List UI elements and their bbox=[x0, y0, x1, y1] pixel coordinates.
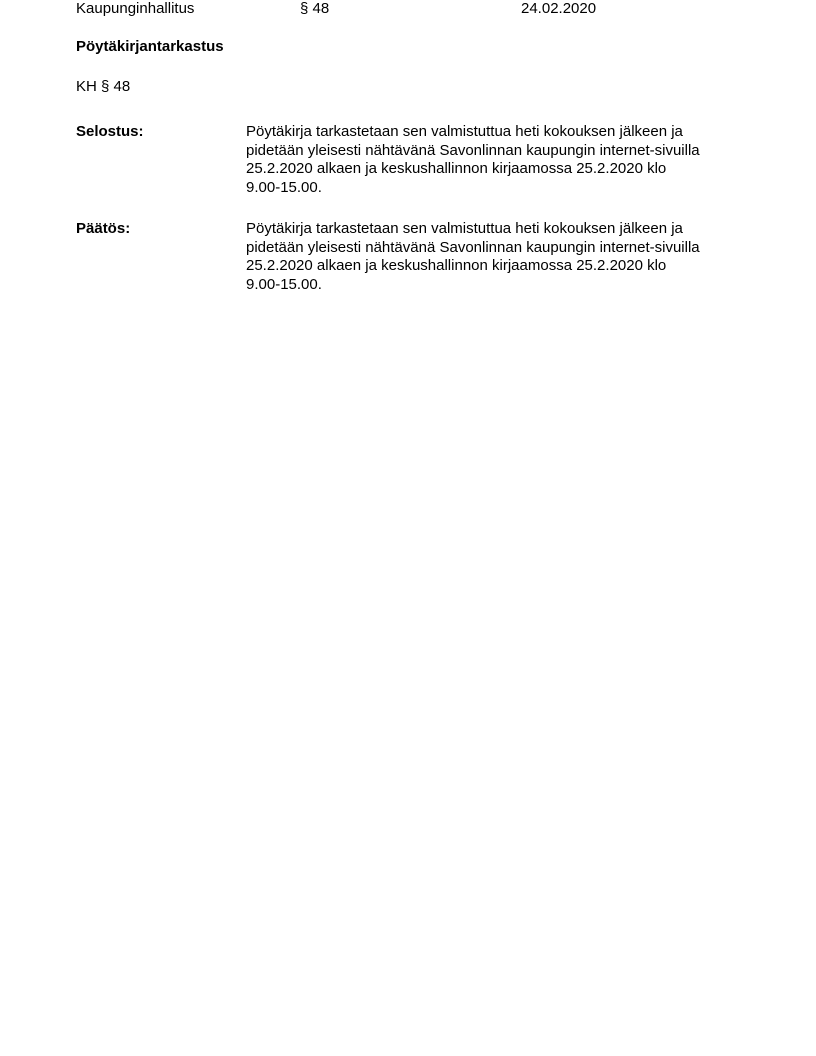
section-text-paatos bbox=[246, 220, 746, 294]
section-label-paatos: Päätös: bbox=[76, 220, 131, 237]
text-line: pidetään yleisesti nähtävänä Savonlinnan kaupungin internet-sivuilla bbox=[246, 238, 700, 256]
header-section: § 48 bbox=[300, 0, 330, 17]
reference: KH § 48 bbox=[76, 78, 131, 95]
text-line: 9.00-15.00. bbox=[246, 178, 322, 196]
header-body: Kaupunginhallitus bbox=[76, 0, 195, 17]
document-title: Pöytäkirjantarkastus bbox=[76, 38, 224, 55]
header-date: 24.02.2020 bbox=[521, 0, 597, 17]
text-line: Pöytäkirja tarkastetaan sen valmistuttua heti kokouksen jälkeen ja bbox=[246, 220, 683, 237]
text-line: pidetään yleisesti nähtävänä Savonlinnan kaupungin internet-sivuilla bbox=[246, 141, 700, 159]
section-label-selostus: Selostus: bbox=[76, 123, 144, 140]
text-line: 25.2.2020 alkaen ja keskushallinnon kirjaamossa 25.2.2020 klo bbox=[246, 160, 667, 177]
text-line: 25.2.2020 alkaen ja keskushallinnon kirjaamossa 25.2.2020 klo bbox=[246, 257, 667, 274]
text-line: 9.00-15.00. bbox=[246, 275, 322, 293]
text-line: Pöytäkirja tarkastetaan sen valmistuttua heti kokouksen jälkeen ja bbox=[246, 123, 683, 140]
section-text-selostus bbox=[246, 123, 746, 197]
